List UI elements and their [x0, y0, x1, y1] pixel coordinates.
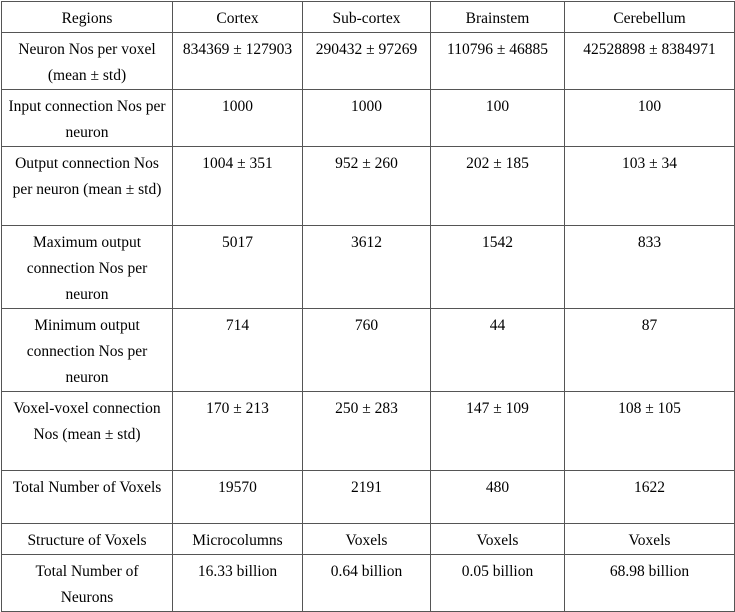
cell-cerebellum: 68.98 billion [565, 555, 735, 612]
cell-brainstem: 147 ± 109 [431, 392, 565, 471]
row-label: Output connection Nos per neuron (mean ± std) [2, 147, 173, 226]
table-row [2, 90, 735, 147]
row-label: Neuron Nos per voxel (mean ± std) [2, 33, 173, 90]
neuron-statistics-table [1, 1, 735, 612]
cell-brainstem: 110796 ± 46885 [431, 33, 565, 90]
cell-sub-cortex: 290432 ± 97269 [303, 33, 431, 90]
row-label: Voxel-voxel connection Nos (mean ± std) [2, 392, 173, 471]
header-brainstem: Brainstem [431, 2, 565, 33]
cell-cerebellum: 103 ± 34 [565, 147, 735, 226]
cell-cerebellum: Voxels [565, 524, 735, 555]
table-row [2, 147, 735, 226]
table-row [2, 555, 735, 612]
table-row [2, 471, 735, 524]
cell-cortex: 1000 [173, 90, 303, 147]
cell-sub-cortex: 250 ± 283 [303, 392, 431, 471]
row-label: Total Number of Voxels [2, 471, 173, 524]
header-cortex: Cortex [173, 2, 303, 33]
cell-sub-cortex: Voxels [303, 524, 431, 555]
cell-sub-cortex: 3612 [303, 226, 431, 309]
row-label: Total Number of Neurons [2, 555, 173, 612]
cell-cortex: 1004 ± 351 [173, 147, 303, 226]
cell-cerebellum: 1622 [565, 471, 735, 524]
cell-sub-cortex: 0.64 billion [303, 555, 431, 612]
cell-cortex: 170 ± 213 [173, 392, 303, 471]
cell-brainstem: 0.05 billion [431, 555, 565, 612]
cell-brainstem: 480 [431, 471, 565, 524]
header-cerebellum: Cerebellum [565, 2, 735, 33]
table-row [2, 309, 735, 392]
cell-cerebellum: 833 [565, 226, 735, 309]
cell-cortex: 19570 [173, 471, 303, 524]
cell-cortex: 834369 ± 127903 [173, 33, 303, 90]
cell-cerebellum: 87 [565, 309, 735, 392]
row-label: Minimum output connection Nos per neuron [2, 309, 173, 392]
cell-cerebellum: 42528898 ± 8384971 [565, 33, 735, 90]
cell-brainstem: Voxels [431, 524, 565, 555]
header-sub-cortex: Sub-cortex [303, 2, 431, 33]
table-row [2, 226, 735, 309]
cell-sub-cortex: 1000 [303, 90, 431, 147]
row-label: Maximum output connection Nos per neuron [2, 226, 173, 309]
cell-sub-cortex: 760 [303, 309, 431, 392]
cell-brainstem: 202 ± 185 [431, 147, 565, 226]
cell-cortex: Microcolumns [173, 524, 303, 555]
cell-brainstem: 100 [431, 90, 565, 147]
cell-sub-cortex: 952 ± 260 [303, 147, 431, 226]
row-label: Input connection Nos per neuron [2, 90, 173, 147]
header-regions: Regions [2, 2, 173, 33]
cell-cortex: 5017 [173, 226, 303, 309]
cell-cortex: 16.33 billion [173, 555, 303, 612]
table-row [2, 524, 735, 555]
cell-cortex: 714 [173, 309, 303, 392]
table-row [2, 392, 735, 471]
cell-cerebellum: 108 ± 105 [565, 392, 735, 471]
cell-sub-cortex: 2191 [303, 471, 431, 524]
table-row [2, 33, 735, 90]
header-row [2, 2, 735, 33]
cell-cerebellum: 100 [565, 90, 735, 147]
cell-brainstem: 1542 [431, 226, 565, 309]
row-label: Structure of Voxels [2, 524, 173, 555]
cell-brainstem: 44 [431, 309, 565, 392]
